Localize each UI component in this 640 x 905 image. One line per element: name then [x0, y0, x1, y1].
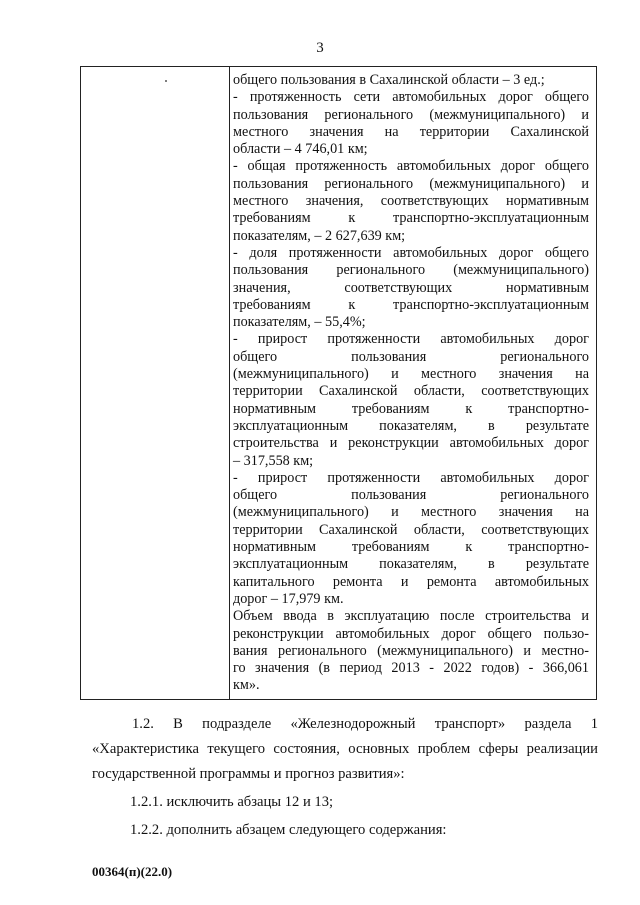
table-line: территории Сахалинской области, соответствующих — [233, 521, 589, 538]
table-line: капитального ремонта и ремонта автомобильных — [233, 573, 589, 590]
table-line: общего пользования регионального — [233, 348, 589, 365]
table-line: эксплуатационным показателям, в результате — [233, 556, 589, 573]
scan-speck — [165, 80, 167, 82]
table-line: пользования регионального (межмуниципального) — [233, 262, 589, 279]
table-line: вания регионального (межмуниципального) и местно- — [233, 642, 589, 659]
table-line: нормативным требованиям к транспортно- — [233, 400, 589, 417]
content-table — [80, 66, 597, 700]
table-line: показателям, – 55,4%; — [233, 314, 366, 331]
table-line: - прирост протяженности автомобильных дорог — [233, 331, 589, 348]
table-line: требованиям к транспортно-эксплуатационным — [233, 296, 589, 313]
table-line: - доля протяженности автомобильных дорог общего — [233, 244, 589, 261]
table-line: го значения (в период 2013 - 2022 годов) - 366,061 — [233, 660, 589, 677]
paragraph-line: государственной программы и прогноз развития»: — [92, 766, 405, 782]
table-line: местного значения, соответствующих нормативным — [233, 193, 589, 210]
table-line: пользования регионального (межмуниципального) и — [233, 106, 589, 123]
page-number: 3 — [316, 40, 324, 56]
table-line: области – 4 746,01 км; — [233, 141, 368, 158]
table-line: (межмуниципального) и местного значения на — [233, 366, 589, 383]
table-line: км». — [233, 677, 260, 694]
table-line: - общая протяженность автомобильных дорог общего — [233, 158, 589, 175]
table-line: местного значения на территории Сахалинской — [233, 123, 589, 140]
paragraph-line: 1.2.2. дополнить абзацем следующего содержания: — [130, 822, 447, 838]
table-line: эксплуатационным показателям, в результате — [233, 417, 589, 434]
paragraph-line: «Характеристика текущего состояния, основных проблем сферы реализации — [92, 741, 598, 757]
table-line: (межмуниципального) и местного значения на — [233, 504, 589, 521]
paragraph-line: 1.2.1. исключить абзацы 12 и 13; — [130, 794, 334, 810]
table-line: показателям, – 2 627,639 км; — [233, 227, 406, 244]
paragraph-line: 1.2. В подразделе «Железнодорожный транспорт» раздела 1 — [132, 716, 598, 732]
table-line: общего пользования регионального — [233, 487, 589, 504]
table-line: дорог – 17,979 км. — [233, 590, 344, 607]
table-line: требованиям к транспортно-эксплуатационным — [233, 210, 589, 227]
table-line: строительства и реконструкции автомобильных дорог — [233, 435, 589, 452]
table-line: - прирост протяженности автомобильных дорог — [233, 469, 589, 486]
table-line: нормативным требованиям к транспортно- — [233, 539, 589, 556]
table-line: значения, соответствующих нормативным — [233, 279, 589, 296]
table-line: пользования регионального (межмуниципального) и — [233, 175, 589, 192]
table-line: Объем ввода в эксплуатацию после строительства и — [233, 608, 589, 625]
table-line: общего пользования в Сахалинской области – 3 ед.; — [233, 72, 545, 88]
table-line: - протяженность сети автомобильных дорог общего — [233, 89, 589, 106]
table-left-cell — [81, 67, 230, 699]
table-line: реконструкции автомобильных дорог общего пользо- — [233, 625, 589, 642]
document-code: 00364(п)(22.0) — [92, 864, 173, 879]
table-line: – 317,558 км; — [233, 452, 314, 469]
table-right-cell — [233, 72, 589, 695]
table-line: территории Сахалинской области, соответствующих — [233, 383, 589, 400]
